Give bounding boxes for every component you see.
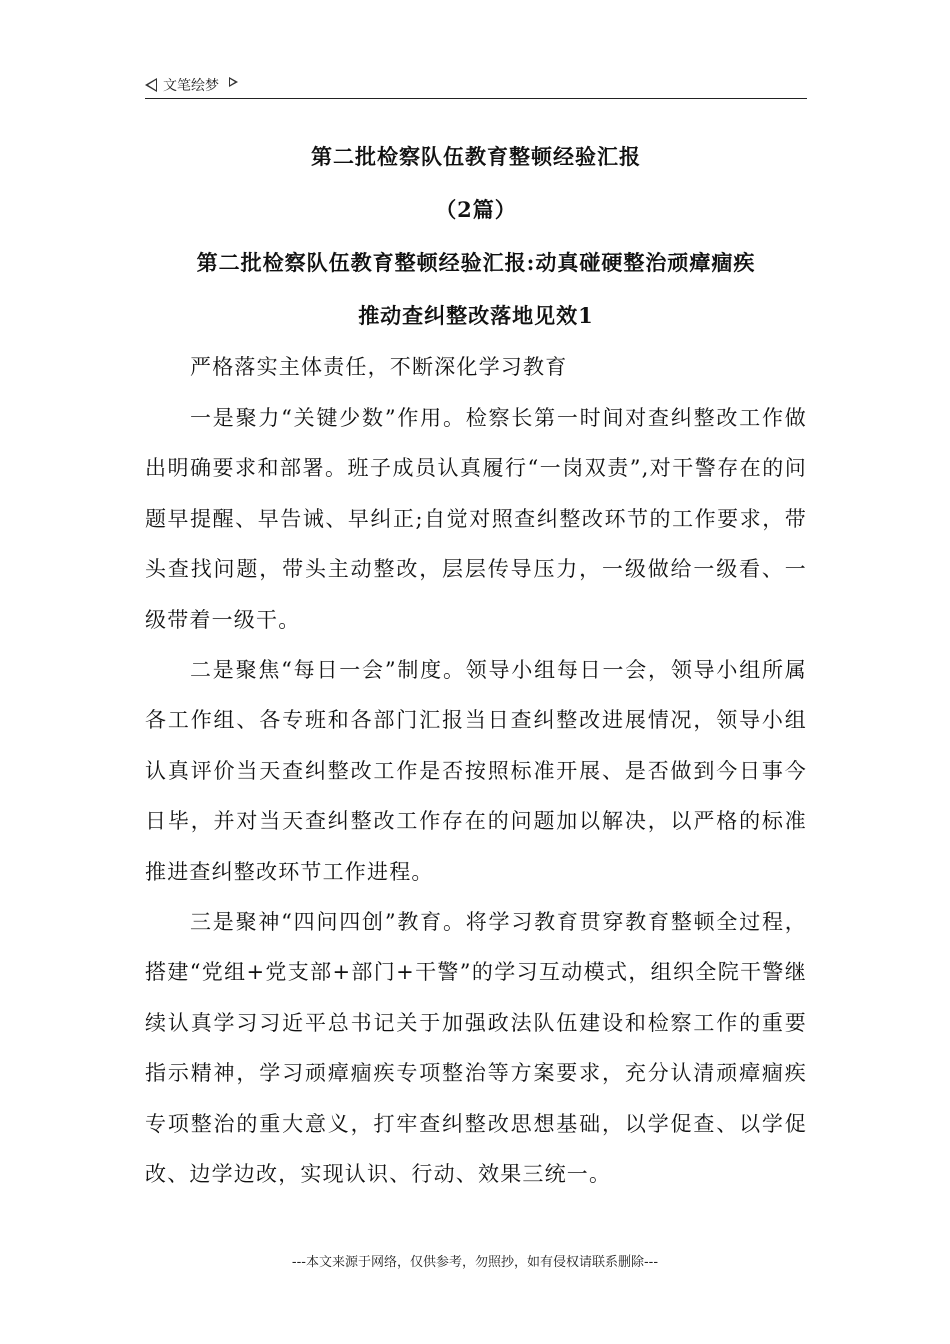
triangle-right-icon xyxy=(229,77,238,87)
document-title: 第二批检察队伍教育整顿经验汇报 xyxy=(311,144,641,169)
header-brand: 文笔绘梦 xyxy=(163,78,219,94)
header-divider xyxy=(145,98,807,99)
article-subtitle-line1: 第二批检察队伍教育整顿经验汇报:动真碰硬整治顽瘴痼疾 xyxy=(196,250,756,275)
paragraph-2: 二是聚焦“每日一会”制度。领导小组每日一会，领导小组所属各工作组、各专班和各部门汇报当日查纠整改进展情况，领导小组认真评价当天查纠整改工作是否按照标准开展、是否做到今日事今日毕，并对当天查纠整改工作存在的问题加以解决，以严格的标准推进查纠整改环节工作进程。 xyxy=(145,658,807,884)
triangle-left-icon xyxy=(145,78,157,92)
footer-notice: ---本文来源于网络，仅供参考，勿照抄，如有侵权请联系删除--- xyxy=(291,1255,659,1270)
document-title-count: （2篇） xyxy=(435,197,517,222)
paragraph-3: 三是聚神“四问四创”教育。将学习教育贯穿教育整顿全过程，搭建“党组+党支部+部门+干警”的学习互动模式，组织全院干警继续认真学习习近平总书记关于加强政法队伍建设和检察工作的重要指示精神，学习顽瘴痼疾专项整治等方案要求，充分认清顽瘴痼疾专项整治的重大意义，打牢查纠整改思想基础，以学促查、以学促改、边学边改，实现认识、行动、效果三统一。 xyxy=(145,910,807,1187)
article-subtitle-line2: 推动查纠整改落地见效1 xyxy=(358,303,594,328)
paragraph-1: 一是聚力“关键少数”作用。检察长第一时间对查纠整改工作做出明确要求和部署。班子成员认真履行“一岗双责”,对干警存在的问题早提醒、早告诫、早纠正;自觉对照查纠整改环节的工作要求，带头查找问题，带头主动整改，层层传导压力，一级做给一级看、一级带着一级干。 xyxy=(145,406,807,632)
page-header xyxy=(145,72,805,98)
section-heading: 严格落实主体责任，不断深化学习教育 xyxy=(190,355,568,379)
